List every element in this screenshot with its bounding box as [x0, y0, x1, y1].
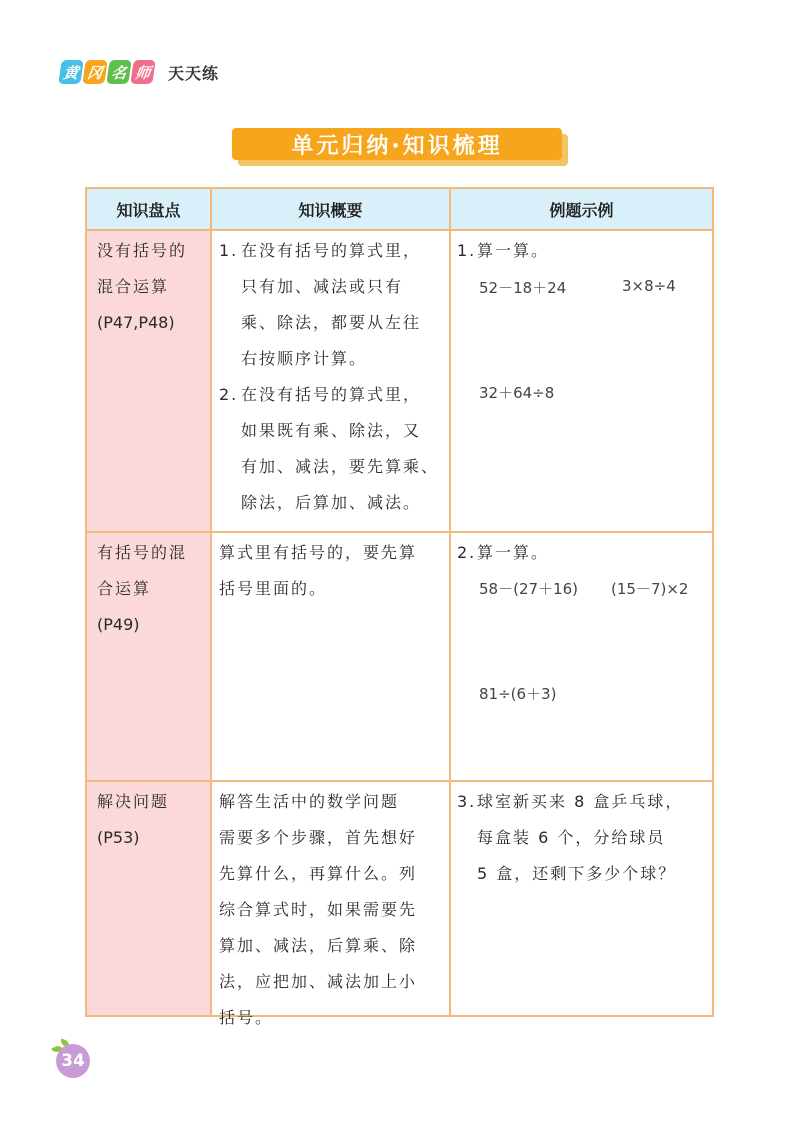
- knowledge-line: 算式里有括号的，要先算: [219, 543, 418, 562]
- section-title: 单元归纳·知识梳理: [291, 133, 503, 159]
- item-line: 在没有括号的算式里，: [241, 241, 422, 260]
- item-line: 右按顺序计算。: [241, 349, 368, 368]
- expression: 81÷(6＋3): [479, 685, 557, 703]
- question-text: 算一算。: [477, 241, 550, 260]
- header-knowledge: 知识概要: [298, 200, 363, 220]
- knowledge-item-2: [219, 377, 447, 521]
- column-divider: [449, 189, 451, 1015]
- brand-char-3: 名: [106, 60, 131, 84]
- question-line: 每盒装 6 个，分给球员: [477, 828, 666, 847]
- item-line: 除法，后算加、减法。: [241, 493, 422, 512]
- column-divider: [210, 189, 212, 1015]
- brand-subtitle: 天天练: [168, 63, 220, 83]
- topic-line: 解决问题: [97, 792, 170, 811]
- brand-header: [60, 60, 219, 84]
- row2-example: [457, 535, 707, 571]
- expression: (15－7)×2: [611, 580, 689, 598]
- expression: 32＋64÷8: [479, 384, 555, 402]
- topic-line: 混合运算: [97, 277, 170, 296]
- item-line: 乘、除法，都要从左往: [241, 313, 422, 332]
- row2-knowledge: [219, 535, 447, 607]
- knowledge-line: 括号。: [219, 1008, 274, 1027]
- row1-topic: [97, 233, 207, 341]
- banner: [232, 128, 562, 160]
- brand-char-2: 冈: [82, 60, 107, 84]
- brand-char-1: 黄: [58, 60, 83, 84]
- section-title-banner: [232, 128, 568, 166]
- item-number: 1.: [219, 241, 239, 260]
- expression: 58－(27＋16): [479, 580, 578, 598]
- header-example: 例题示例: [549, 200, 614, 220]
- topic-line: 有括号的混: [97, 543, 188, 562]
- topic-line: 没有括号的: [97, 241, 188, 260]
- page-number: 34: [56, 1044, 90, 1078]
- knowledge-line: 需要多个步骤，首先想好: [219, 828, 418, 847]
- expression: 3×8÷4: [622, 277, 676, 295]
- row3-example: [457, 784, 707, 892]
- page-number-badge: [56, 1044, 90, 1078]
- row-divider: [87, 531, 712, 533]
- knowledge-line: 法，应把加、减法加上小: [219, 972, 418, 991]
- row3-knowledge: [219, 784, 447, 1036]
- item-line: 有加、减法，要先算乘、: [241, 457, 440, 476]
- knowledge-line: 括号里面的。: [219, 579, 328, 598]
- question-number: 2.: [457, 543, 477, 562]
- example-question: [457, 535, 707, 571]
- topic-line: 合运算: [97, 579, 152, 598]
- question-number: 1.: [457, 241, 477, 260]
- knowledge-table: [85, 187, 714, 1027]
- knowledge-item-1: [219, 233, 447, 377]
- row1-example: [457, 233, 707, 269]
- item-line: 在没有括号的算式里，: [241, 385, 422, 404]
- knowledge-line: 综合算式时，如果需要先: [219, 900, 418, 919]
- example-question: [457, 233, 707, 269]
- question-text: 算一算。: [477, 543, 550, 562]
- question-line: 球室新买来 8 盒乒乓球，: [477, 792, 684, 811]
- item-line: 如果既有乘、除法，又: [241, 421, 422, 440]
- row2-topic: [97, 535, 207, 643]
- row3-topic: [97, 784, 207, 856]
- item-number: 2.: [219, 385, 239, 404]
- knowledge-line: 先算什么，再算什么。列: [219, 864, 418, 883]
- knowledge-line: 算加、减法，后算乘、除: [219, 936, 418, 955]
- question-line: 5 盒，还剩下多少个球？: [477, 864, 677, 883]
- header-topic: 知识盘点: [116, 200, 181, 220]
- brand-char-4: 师: [130, 60, 155, 84]
- row-divider: [87, 780, 712, 782]
- page-reference: (P49): [97, 615, 140, 634]
- page-reference: (P47,P48): [97, 313, 175, 332]
- knowledge-line: 解答生活中的数学问题: [219, 792, 400, 811]
- page-reference: (P53): [97, 828, 140, 847]
- example-question: [457, 784, 707, 892]
- expression: 52－18＋24: [479, 279, 567, 297]
- question-number: 3.: [457, 792, 477, 811]
- row1-knowledge: [219, 233, 447, 521]
- table-header-row: [87, 189, 712, 231]
- item-line: 只有加、减法或只有: [241, 277, 404, 296]
